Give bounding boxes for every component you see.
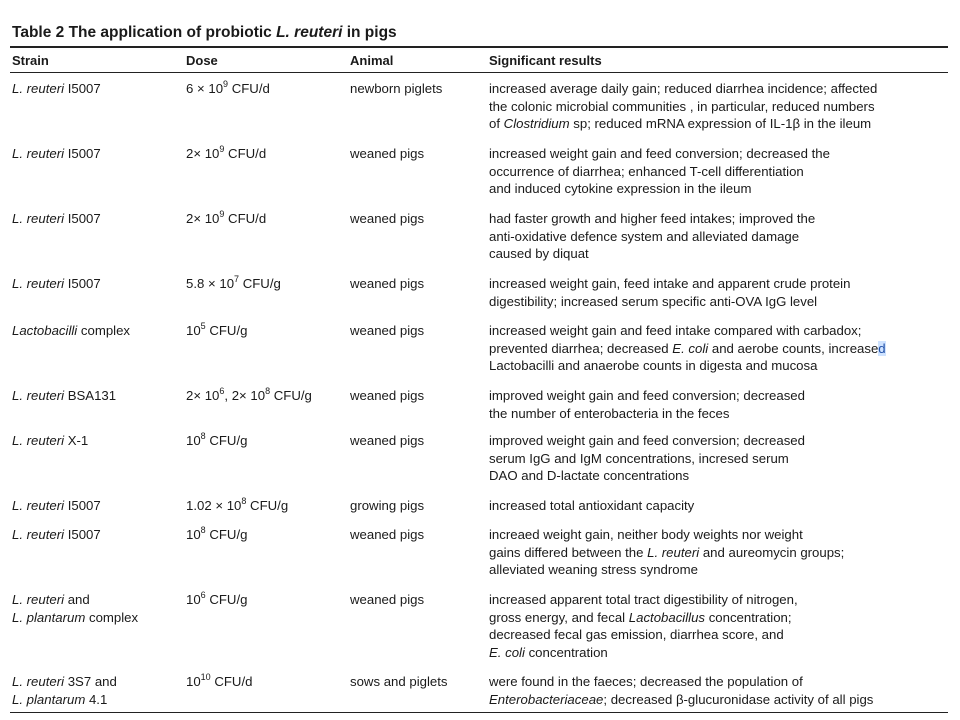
row-4-animal: weaned pigs — [350, 276, 425, 291]
row-4-dose: $5.8 \times 10^7$ CFU/g — [186, 273, 281, 291]
table-bottom-rule — [10, 712, 948, 713]
title-species: L. reuteri — [276, 24, 343, 41]
selected-text-highlight[interactable]: d — [878, 340, 886, 356]
row-8-dose: $1.02 \times 10^8$ CFU/g — [186, 495, 289, 513]
row-9-dose: $10^8$ CFU/g — [186, 524, 248, 542]
row-3-animal: weaned pigs — [350, 211, 425, 226]
row-2-animal: weaned pigs — [350, 146, 425, 161]
right-margin-band — [952, 0, 960, 720]
row-7-results: improved weight gain and feed conversion; decreased serum IgG and IgM concentrations, incresed serum DAO and D-lactate concentrations — [489, 433, 805, 484]
header-strain: Strain — [12, 53, 49, 68]
row-8-results: increased total antioxidant capacity — [489, 498, 695, 513]
row-8-strain: L. reuteri I5007 — [12, 498, 101, 513]
row-5-results: increased weight gain and feed intake compared with carbadox; prevented diarrhea; decreased E. coli and aerobe counts, increased Lactobacilli and anaerobe counts in digesta and mucosa — [489, 323, 886, 374]
row-3-strain: L. reuteri I5007 — [12, 211, 101, 226]
row-2-strain: L. reuteri I5007 — [12, 146, 101, 161]
row-1-dose: $6 \times 10^9$ CFU/d — [186, 78, 270, 96]
row-6-strain: L. reuteri BSA131 — [12, 388, 117, 403]
row-6-animal: weaned pigs — [350, 388, 425, 403]
header-significant-results: Significant results — [489, 53, 602, 68]
row-3-results: had faster growth and higher feed intakes; improved the anti-oxidative defence system and alleviated damage caused by diquat — [489, 211, 816, 262]
row-9-results: increaed weight gain, neither body weights nor weight gains differed between the L. reuteri and aureomycin groups; alleviated weaning stress syndrome — [489, 527, 845, 578]
row-11-results: were found in the faeces; decreased the population of Enterobacteriaceae; decreased β-glucuronidase activity of all pigs — [489, 674, 874, 707]
table-top-rule — [10, 46, 948, 48]
row-6-dose: $2\times 10^6$, $2\times 10^8$ CFU/g — [186, 385, 312, 403]
row-1-animal: newborn piglets — [350, 81, 443, 96]
row-8-animal: growing pigs — [350, 498, 425, 513]
row-4-results: increased weight gain, feed intake and apparent crude protein digestibility; increased serum specific anti-OVA IgG level — [489, 276, 851, 309]
row-7-dose: $10^8$ CFU/g — [186, 430, 248, 448]
row-9-animal: weaned pigs — [350, 527, 425, 542]
header-dose: Dose — [186, 53, 218, 68]
document-page — [8, 0, 952, 720]
row-10-dose: $10^6$ CFU/g — [186, 589, 248, 607]
row-1-results: increased average daily gain; reduced diarrhea incidence; affected the colonic microbial communities , in particular, reduced numbers of Clostridium sp; reduced mRNA expression of IL-1β in the ileum — [489, 81, 878, 132]
row-2-dose: $2\times 10^9$ CFU/d — [186, 143, 267, 161]
header-animal: Animal — [350, 53, 394, 68]
row-3-dose: $2\times 10^9$ CFU/d — [186, 208, 267, 226]
header-rule — [10, 72, 948, 73]
row-2-results: increased weight gain and feed conversion; decreased the occurrence of diarrhea; enhanced T-cell differentiation and induced cytokine expression in the ileum — [489, 146, 830, 197]
row-10-animal: weaned pigs — [350, 592, 425, 607]
row-9-strain: L. reuteri I5007 — [12, 527, 101, 542]
row-11-strain: L. reuteri 3S7 and L. plantarum 4.1 — [12, 674, 117, 707]
row-7-strain: L. reuteri X-1 — [12, 433, 89, 448]
row-7-animal: weaned pigs — [350, 433, 425, 448]
row-1-strain: L. reuteri I5007 — [12, 81, 101, 96]
row-5-dose: $10^5$ CFU/g — [186, 320, 248, 338]
row-6-results: improved weight gain and feed conversion; decreased the number of enterobacteria in the feces — [489, 388, 805, 421]
row-10-results: increased apparent total tract digestibility of nitrogen, gross energy, and fecal Lactobacillus concentration; decreased fecal gas emission, diarrhea score, and E. coli concentration — [489, 592, 798, 661]
row-4-strain: L. reuteri I5007 — [12, 276, 101, 291]
row-10-strain: L. reuteri and L. plantarum complex — [12, 592, 139, 625]
row-11-animal: sows and piglets — [350, 674, 448, 689]
row-5-strain: Lactobacilli complex — [12, 323, 131, 338]
left-margin-band — [0, 0, 8, 720]
table-title: Table 2 The application of probiotic L. reuteri in pigs — [12, 24, 397, 41]
row-5-animal: weaned pigs — [350, 323, 425, 338]
row-11-dose: $10^{10}$ CFU/d — [186, 671, 253, 689]
